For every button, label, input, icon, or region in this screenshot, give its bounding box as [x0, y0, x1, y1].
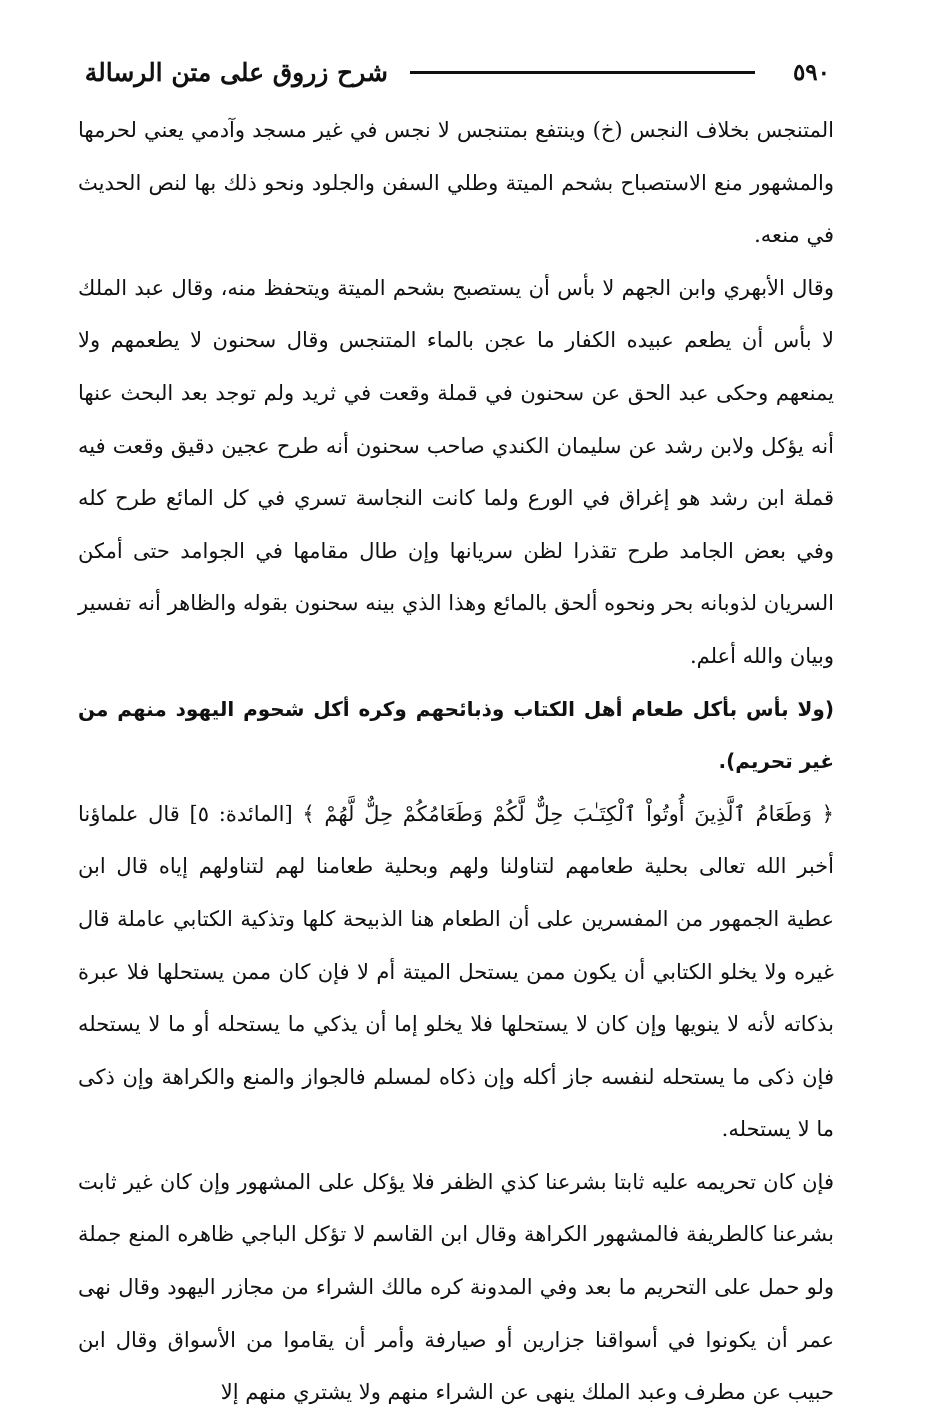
page-number: ٥٩٠ [792, 58, 830, 86]
section-heading: (ولا بأس بأكل طعام أهل الكتاب وذبائحهم وكره أكل شحوم اليهود منهم من غير تحريم). [78, 696, 834, 774]
verse-commentary: قال علماؤنا أخبر الله تعالى بحلية طعامهم لتناولنا ولهم وبحلية طعامنا لهم لتناولهم إياه قال ابن عطية الجمهور من المفسرين على أن الطعام هنا الذبيحة كلها وتذكية الكتابي عاملة قال غيره ولا يخلو الكتابي أن يكون ممن يستحل الميتة أم لا فإن كان ممن يستحلها فلا عبرة بذكاته لأنه لا ينويها وإن كان لا يستحلها فلا يخلو إما أن يذكي ما يستحله أو ما لا يستحله فإن ذكى ما يستحله لنفسه جاز أكله وإن ذكاه لمسلم فالجواز والمنع والكراهة وإن ذكى ما لا يستحله. [78, 801, 834, 1142]
final-paragraph: فإن كان تحريمه عليه ثابتا بشرعنا كذي الظفر فلا يؤكل على المشهور وإن كان غير ثابت بشرعنا كالطريفة فالمشهور الكراهة وقال ابن القاسم لا تؤكل الباجي ظاهره المنع جملة ولو حمل على التحريم ما بعد وفي المدونة كره مالك الشراء من مجازر اليهود وقال نهى عمر أن يكونوا في أسواقنا جزارين أو صيارفة وأمر أن يقاموا من الأسواق وقال ابن حبيب عن مطرف وعبد الملك ينهى عن الشراء منهم ولا يشتري منهم إلا [78, 1169, 834, 1405]
header-rule [410, 71, 755, 74]
paragraph-2: وقال الأبهري وابن الجهم لا بأس أن يستصبح بشحم الميتة ويتحفظ منه، وقال عبد الملك لا بأس أن يطعم عبيده الكفار ما عجن بالماء المتنجس وقال سحنون لا يطعمهم ولا يمنعهم وحكى عبد الحق عن سحنون في قملة وقعت في ثريد ولم توجد بعد البحث عنها أنه يؤكل ولابن رشد عن سليمان الكندي صاحب سحنون أنه طرح عجين دقيق وقعت فيه قملة ابن رشد هو إغراق في الورع ولما كانت النجاسة تسري في كل المائع طرح كله وفي بعض الجامد طرح تقذرا لظن سريانها وإن طال مقامها في الجوامد حتى أمكن السريان لذوبانه بحر ونحوه ألحق بالمائع وهذا الذي بينه سحنون بقوله والظاهر أنه تفسير وبيان والله أعلم. [78, 275, 834, 668]
running-title: شرح زروق على متن الرسالة [84, 57, 388, 87]
verse-paragraph [78, 788, 834, 1156]
page-body [78, 104, 834, 1419]
page-header [68, 52, 830, 92]
quran-verse: ﴿ وَطَعَامُ ٱلَّذِينَ أُوتُواْ ٱلْكِتَـٰبَ حِلٌّ لَّكُمْ وَطَعَامُكُمْ حِلٌّ لَّهُمْ ﴾ [302, 801, 834, 826]
paragraph-1: المتنجس بخلاف النجس (خ) وينتفع بمتنجس لا نجس في غير مسجد وآدمي يعني لحرمها والمشهور منع الاستصباح بشحم الميتة وطلي السفن والجلود ونحو ذلك بها لنص الحديث في منعه. [78, 118, 834, 248]
quran-reference: [المائدة: ٥] [189, 801, 293, 826]
